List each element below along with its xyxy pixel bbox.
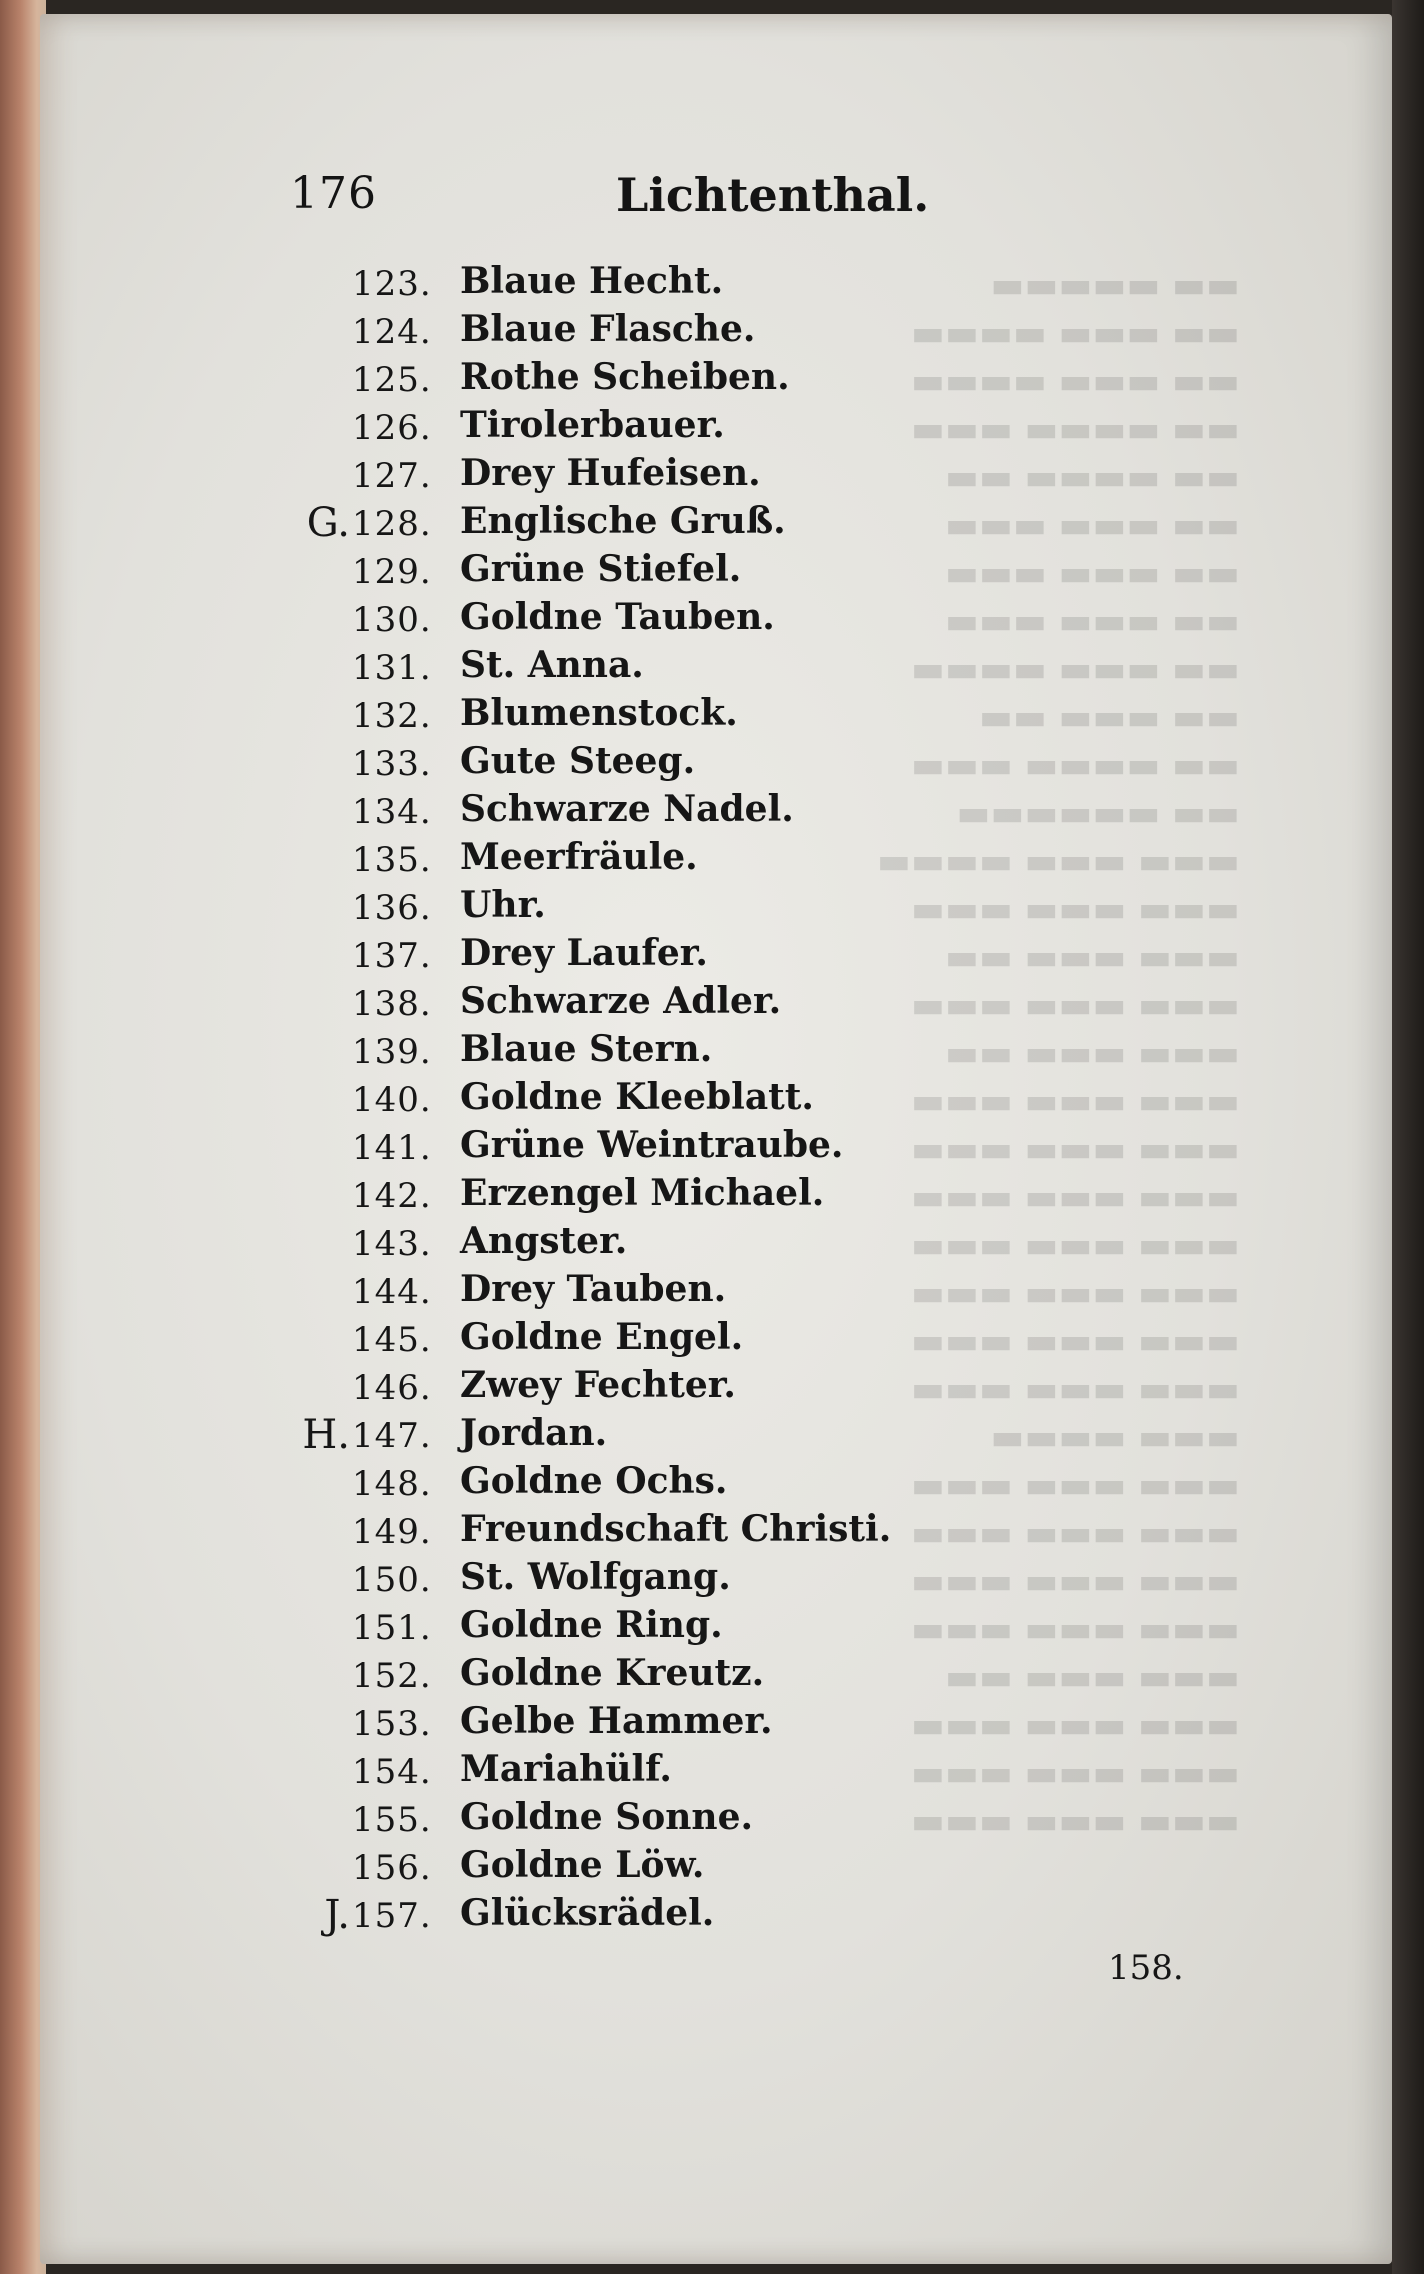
list-item (280, 740, 900, 788)
list-item (280, 308, 900, 356)
list-item (280, 548, 900, 596)
list-item (280, 644, 900, 692)
list-item (280, 1652, 900, 1700)
entry-number: 136. (352, 888, 432, 928)
entry-number: 140. (352, 1080, 432, 1120)
entry-number: 155. (352, 1800, 432, 1840)
list-item (280, 1268, 900, 1316)
entry-number: 130. (352, 600, 432, 640)
entry-name: Tirolerbauer. (460, 404, 725, 446)
entry-name: Goldne Kleeblatt. (460, 1076, 814, 1118)
entry-number: 150. (352, 1560, 432, 1600)
entry-number: 157. (352, 1896, 432, 1936)
list-item (280, 596, 900, 644)
entry-number: 127. (352, 456, 432, 496)
list-item (280, 932, 900, 980)
entry-number: 147. (352, 1416, 432, 1456)
entry-name: Blaue Stern. (460, 1028, 713, 1070)
list-item (280, 1076, 900, 1124)
list-item (280, 452, 900, 500)
entry-number: 129. (352, 552, 432, 592)
list-item (280, 1316, 900, 1364)
list-item (280, 1556, 900, 1604)
entry-name: Erzengel Michael. (460, 1172, 825, 1214)
entry-number: 152. (352, 1656, 432, 1696)
entry-number: 138. (352, 984, 432, 1024)
list-item (280, 1700, 900, 1748)
list-item (280, 1364, 900, 1412)
entry-number: 124. (352, 312, 432, 352)
running-title: Lichtenthal. (616, 168, 930, 222)
entry-name: Zwey Fechter. (460, 1364, 736, 1406)
entry-name: Blaue Hecht. (460, 260, 724, 302)
entry-name: Goldne Engel. (460, 1316, 744, 1358)
book-binding-shadow (1392, 0, 1424, 2274)
entry-name: Schwarze Nadel. (460, 788, 794, 830)
entry-number: 144. (352, 1272, 432, 1312)
list-item (280, 1748, 900, 1796)
entry-name: St. Anna. (460, 644, 644, 686)
entry-list (280, 260, 900, 1940)
entry-name: Goldne Löw. (460, 1844, 705, 1886)
entry-number: 132. (352, 696, 432, 736)
entry-number: 142. (352, 1176, 432, 1216)
entry-name: Gute Steeg. (460, 740, 696, 782)
entry-number: 128. (352, 504, 432, 544)
entry-name: Jordan. (460, 1412, 608, 1454)
entry-name: Drey Tauben. (460, 1268, 727, 1310)
entry-name: Goldne Kreutz. (460, 1652, 765, 1694)
entry-number: 148. (352, 1464, 432, 1504)
entry-name: Grüne Stiefel. (460, 548, 742, 590)
list-item (280, 788, 900, 836)
entry-number: 137. (352, 936, 432, 976)
entry-number: 131. (352, 648, 432, 688)
entry-name: Grüne Weintraube. (460, 1124, 844, 1166)
entry-name: Glücksrädel. (460, 1892, 715, 1934)
list-item (280, 1796, 900, 1844)
entry-name: Goldne Ochs. (460, 1460, 728, 1502)
entry-name: Goldne Sonne. (460, 1796, 754, 1838)
list-item (280, 500, 900, 548)
section-letter: J. (324, 1892, 350, 1938)
entry-name: Freundschaft Christi. (460, 1508, 892, 1550)
entry-number: 141. (352, 1128, 432, 1168)
list-item (280, 1844, 900, 1892)
list-item (280, 980, 900, 1028)
entry-number: 143. (352, 1224, 432, 1264)
entry-number: 149. (352, 1512, 432, 1552)
list-item (280, 1604, 900, 1652)
section-letter: H. (302, 1412, 350, 1458)
section-letter: G. (306, 500, 350, 546)
entry-name: St. Wolfgang. (460, 1556, 731, 1598)
entry-number: 133. (352, 744, 432, 784)
entry-name: Englische Gruß. (460, 500, 786, 542)
list-item (280, 356, 900, 404)
list-item (280, 1508, 900, 1556)
list-item (280, 692, 900, 740)
entry-name: Rothe Scheiben. (460, 356, 790, 398)
list-item (280, 1028, 900, 1076)
entry-name: Goldne Ring. (460, 1604, 723, 1646)
entry-name: Gelbe Hammer. (460, 1700, 773, 1742)
list-item (280, 1172, 900, 1220)
list-item (280, 1460, 900, 1508)
list-item (280, 260, 900, 308)
entry-name: Drey Laufer. (460, 932, 708, 974)
entry-number: 154. (352, 1752, 432, 1792)
list-item (280, 1892, 900, 1940)
list-item (280, 836, 900, 884)
page-header (290, 168, 930, 238)
entry-name: Uhr. (460, 884, 546, 926)
entry-name: Mariahülf. (460, 1748, 672, 1790)
entry-name: Goldne Tauben. (460, 596, 775, 638)
entry-number: 139. (352, 1032, 432, 1072)
entry-number: 156. (352, 1848, 432, 1888)
list-item (280, 884, 900, 932)
list-item (280, 1220, 900, 1268)
entry-name: Schwarze Adler. (460, 980, 782, 1022)
list-item (280, 1124, 900, 1172)
list-item (280, 404, 900, 452)
entry-name: Meerfräule. (460, 836, 698, 878)
page-number: 176 (290, 168, 377, 219)
entry-number: 135. (352, 840, 432, 880)
list-item (280, 1412, 900, 1460)
entry-name: Blaue Flasche. (460, 308, 756, 350)
entry-number: 145. (352, 1320, 432, 1360)
entry-name: Angster. (460, 1220, 628, 1262)
entry-name: Blumenstock. (460, 692, 738, 734)
entry-number: 126. (352, 408, 432, 448)
catchword: 158. (1108, 1948, 1184, 1988)
entry-number: 151. (352, 1608, 432, 1648)
entry-name: Drey Hufeisen. (460, 452, 761, 494)
entry-number: 146. (352, 1368, 432, 1408)
show-through-texture: ▬▬ ▬▬▬▬▬ ▬▬ ▬▬▬ ▬▬▬▬ ▬▬ ▬▬▬ ▬▬▬▬ ▬▬ ▬▬▬▬ ▬▬▬ ▬▬ ▬▬▬▬ ▬▬ ▬▬ ▬▬▬ ▬▬▬ ▬▬ ▬▬▬ ▬▬▬ ▬▬ ▬▬▬ ▬▬▬ ▬▬ ▬▬▬ ▬▬▬▬ ▬▬ ▬▬▬ ▬▬ ▬▬ ▬▬▬▬ ▬▬▬ ▬▬ ▬▬▬▬▬▬ ▬▬▬ ▬▬▬ ▬▬▬▬ ▬▬▬ ▬▬▬ ▬▬▬ ▬▬▬ ▬▬▬ ▬▬ ▬▬▬ ▬▬▬ ▬▬▬ ▬▬▬ ▬▬▬ ▬▬ ▬▬▬ ▬▬▬ ▬▬▬ ▬▬▬ ▬▬▬ ▬▬▬ ▬▬▬ ▬▬▬ ▬▬▬ ▬▬▬ ▬▬▬ ▬▬▬ ▬▬▬ ▬▬▬ ▬▬▬ ▬▬▬ ▬▬▬ ▬▬▬ ▬▬▬ ▬▬▬ ▬▬▬ ▬▬▬ ▬▬▬▬ ▬▬▬ ▬▬▬ ▬▬▬ ▬▬▬ ▬▬▬ ▬▬▬ ▬▬▬ ▬▬▬ ▬▬▬ ▬▬▬ ▬▬▬ ▬▬▬ ▬▬▬ ▬▬▬ ▬▬ ▬▬▬ ▬▬▬ ▬▬▬ ▬▬▬ ▬▬▬ ▬▬▬ ▬▬▬ ▬▬▬ ▬▬▬ (876, 265, 1240, 1842)
entry-number: 134. (352, 792, 432, 832)
entry-number: 123. (352, 264, 432, 304)
entry-number: 125. (352, 360, 432, 400)
entry-number: 153. (352, 1704, 432, 1744)
